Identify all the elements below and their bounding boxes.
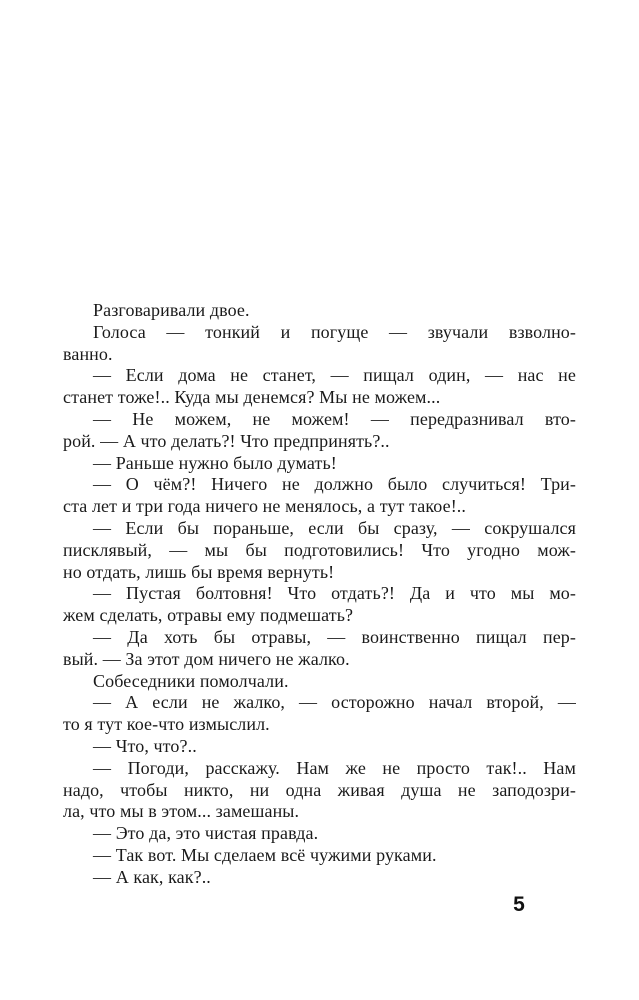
page-text-block	[63, 300, 576, 889]
text-line: — А как, как?..	[93, 866, 211, 887]
text-line: — А если не жалко, — осторожно начал второй, —	[93, 692, 576, 713]
text-line: ла, что мы в этом... замешаны.	[63, 801, 300, 822]
text-line: Собеседники помолчали.	[93, 670, 289, 691]
text-line: станет тоже!.. Куда мы денемся? Мы не можем...	[63, 387, 441, 408]
text-line: — Пустая болтовня! Что отдать?! Да и что мы мо-	[93, 583, 576, 604]
text-line: — Так вот. Мы сделаем всё чужими руками.	[93, 844, 437, 865]
text-line: писклявый, — мы бы подготовились! Что угодно мож-	[63, 539, 576, 560]
text-line: рой. — А что делать?! Что предпринять?..	[63, 430, 390, 451]
text-line: — Если бы пораньше, если бы сразу, — сокрушался	[93, 517, 576, 538]
text-line: — Если дома не станет, — пищал один, — нас не	[93, 365, 576, 386]
text-line: — Погоди, расскажу. Нам же не просто так!.. Нам	[93, 757, 576, 778]
text-line: надо, чтобы никто, ни одна живая душа не заподозри-	[63, 779, 576, 800]
text-line: — Это да, это чистая правда.	[93, 823, 319, 844]
text-line: — О чём?! Ничего не должно было случиться! Три-	[93, 474, 576, 495]
text-line: то я тут кое-что измыслил.	[63, 714, 270, 735]
text-line: Голоса — тонкий и погуще — звучали взволно-	[93, 321, 576, 342]
text-line: — Что, что?..	[93, 735, 197, 756]
text-line: ста лет и три года ничего не менялось, а тут такое!..	[63, 496, 466, 517]
text-line: вый. — За этот дом ничего не жалко.	[63, 648, 350, 669]
text-line: жем сделать, отравы ему подмешать?	[63, 605, 354, 626]
text-line: — Да хоть бы отравы, — воинственно пищал пер-	[93, 626, 576, 647]
text-line: — Раньше нужно было думать!	[93, 452, 337, 473]
text-line: но отдать, лишь бы время вернуть!	[63, 561, 335, 582]
page-number: 5	[513, 893, 525, 916]
text-line: Разговаривали двое.	[93, 300, 250, 320]
text-line: ванно.	[63, 343, 113, 364]
text-line: — Не можем, не можем! — передразнивал вто-	[93, 408, 576, 429]
